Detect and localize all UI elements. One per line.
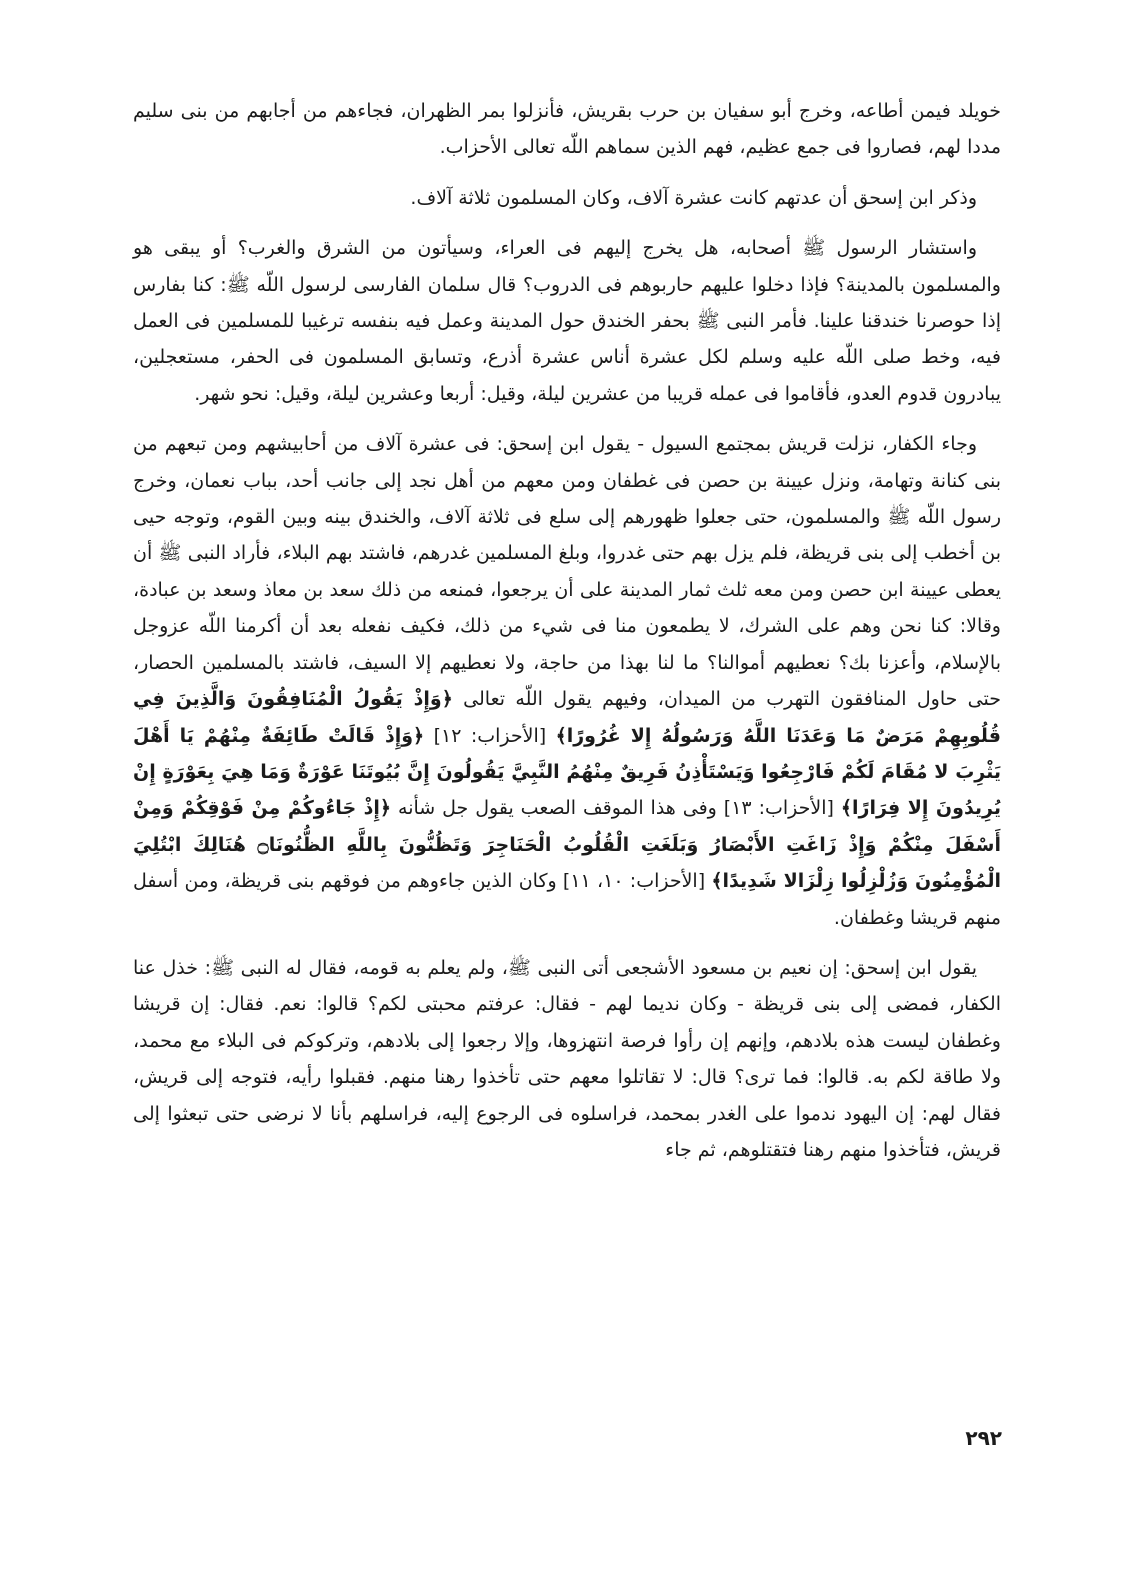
paragraph-text: [الأحزاب: ١٣] وفى هذا الموقف الصعب يقول جل شأنه — [391, 797, 841, 820]
paragraph-text: خويلد فيمن أطاعه، وخرج أبو سفيان بن حرب بقريش، فأنزلوا بمر الظهران، فجاءهم من أجابهم من بنى سليم مددا لهم، فصاروا فى جمع عظيم، فهم الذين سماهم اللّه تعالى الأحزاب. — [133, 100, 1001, 159]
paragraph-text: [الأحزاب: ١٠، ١١] وكان الذين جاءوهم من فوقهم بنى قريظة، ومن أسفل منهم قريشا وغطفان. — [133, 870, 1001, 929]
quran-verse: ﴿إِذْ جَاءُوكُمْ مِنْ فَوْقِكُمْ وَمِنْ أَسْفَلَ مِنْكُمْ وَإِذْ زَاغَتِ الأَبْصَارُ وَبَلَغَتِ الْقُلُوبُ الْحَنَاجِرَ وَتَظُنُّونَ بِاللَّهِ الظُّنُونَا۝ هُنَالِكَ ابْتُلِيَ الْمُؤْمِنُونَ وَزُلْزِلُوا زِلْزَالا شَدِيدًا﴾ — [133, 797, 1001, 893]
paragraph — [133, 93, 1001, 166]
paragraph — [133, 950, 1001, 1168]
paragraph — [133, 180, 1001, 216]
paragraph-text: واستشار الرسول ﷺ أصحابه، هل يخرج إليهم فى العراء، وسيأتون من الشرق والغرب؟ أو يبقى هو والمسلمون بالمدينة؟ فإذا دخلوا عليهم حاربوهم فى الدروب؟ قال سلمان الفارسى لرسول اللّه ﷺ: كنا بفارس إذا حوصرنا خندقنا علينا. فأمر النبى ﷺ بحفر الخندق حول المدينة وعمل فيه بنفسه ترغيبا للمسلمين فى العمل فيه، وخط صلى اللّه عليه وسلم لكل عشرة أناس عشرة أذرع، وتسابق المسلمون فى الحفر، مستعجلين، يبادرون قدوم العدو، فأقاموا فى عمله قريبا من عشرين ليلة، وقيل: أربعا وعشرين ليلة، وقيل: نحو شهر. — [133, 237, 1001, 405]
body-text — [133, 93, 1001, 1182]
paragraph-text: يقول ابن إسحق: إن نعيم بن مسعود الأشجعى أتى النبى ﷺ، ولم يعلم به قومه، فقال له النبى ﷺ: خذل عنا الكفار، فمضى إلى بنى قريظة - وكان نديما لهم - فقال: عرفتم محبتى لكم؟ قالوا: نعم. فقال: إن قريشا وغطفان ليست هذه بلادهم، وإنهم إن رأوا فرصة انتهزوها، وإلا رجعوا إلى بلادهم، وتركوكم فى البلاء مع محمد، ولا طاقة لكم به. قالوا: فما ترى؟ قال: لا تقاتلوا معهم حتى تأخذوا رهنا منهم. فقبلوا رأيه، فتوجه إلى قريش، فقال لهم: إن اليهود ندموا على الغدر بمحمد، فراسلوه فى الرجوع إليه، فراسلهم بأنا لا نرضى حتى تبعثوا إلى قريش، فتأخذوا منهم رهنا فتقتلوهم، ثم جاء — [133, 956, 1001, 1161]
quran-verse: ﴿وَإِذْ قَالَتْ طَائِفَةٌ مِنْهُمْ يَا أَهْلَ يَثْرِبَ لا مُقَامَ لَكُمْ فَارْجِعُوا وَيَسْتَأْذِنُ فَرِيقٌ مِنْهُمُ النَّبِيَّ يَقُولُونَ إِنَّ بُيُوتَنَا عَوْرَةٌ وَمَا هِيَ بِعَوْرَةٍ إِنْ يُرِيدُونَ إِلا فِرَارًا﴾ — [133, 724, 1002, 820]
paragraph — [133, 230, 1001, 412]
quran-verse: ﴿وَإِذْ يَقُولُ الْمُنَافِقُونَ وَالَّذِينَ فِي قُلُوبِهِمْ مَرَضٌ مَا وَعَدَنَا اللَّهُ وَرَسُولُهُ إِلا غُرُورًا﴾ — [133, 688, 1002, 747]
paragraph-text: وذكر ابن إسحق أن عدتهم كانت عشرة آلاف، وكان المسلمون ثلاثة آلاف. — [410, 186, 977, 209]
paragraph — [133, 426, 1001, 936]
paragraph-text: [الأحزاب: ١٢] — [424, 724, 556, 747]
page-number: ٢٩٢ — [965, 1426, 1002, 1450]
paragraph-text: وجاء الكفار، نزلت قريش بمجتمع السيول - يقول ابن إسحق: فى عشرة آلاف من أحابيشهم ومن تبعهم من بنى كنانة وتهامة، ونزل عيينة بن حصن فى غطفان ومن معهم من أهل نجد إلى جانب أحد، بباب نعمان، وخرج رسول اللّه ﷺ والمسلمون، حتى جعلوا ظهورهم إلى سلع فى ثلاثة آلاف، والخندق بينه وبين القوم، وتوجه حيى بن أخطب إلى بنى قريظة، فلم يزل بهم حتى غدروا، وبلغ المسلمين غدرهم، فاشتد بهم البلاء، فأراد النبى ﷺ أن يعطى عيينة ابن حصن ومن معه ثلث ثمار المدينة على أن يرجعوا، فمنعه من ذلك سعد بن معاذ وسعد بن عبادة، وقالا: كنا نحن وهم على الشرك، لا يطمعون منا فى شيء من ذلك، فكيف نفعله بعد أن أكرمنا اللّه عزوجل بالإسلام، وأعزنا بك؟ نعطيهم أموالنا؟ ما لنا بهذا من حاجة، ولا نعطيهم إلا السيف، فاشتد بالمسلمين الحصار، حتى حاول المنافقون التهرب من الميدان، وفيهم يقول اللّه تعالى — [133, 433, 1001, 711]
